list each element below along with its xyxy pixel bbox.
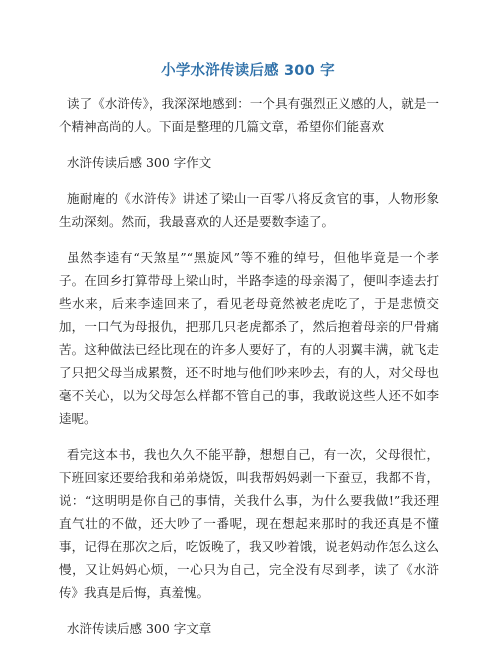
- section-heading-1: 水浒传读后感 300 字作文: [67, 155, 212, 170]
- paragraph-3: 看完这本书，我也久久不能平静，想想自己，有一次，父母很忙，下班回家还要给我和弟弟烧饭，叫我帮妈妈剥一下蚕豆，我都不肯，说：“这明明是你自己的事情，关我什么事，为什么要我做!”我还理直气壮的不做，还大吵了一番呢，现在想起来那时的我还真是不懂事，记得在那次之后，吃饭晚了，我又吵着饿，说老妈动作怎么这么慢，又让妈妈心烦，一心只为自己，完全没有尽到孝，读了《水浒传》我真是后悔，真羞愧。: [59, 447, 439, 600]
- section-heading-2: 水浒传读后感 300 字文章: [67, 621, 212, 636]
- page-title: 小学水浒传读后感 300 字: [161, 63, 335, 79]
- article-body: [59, 92, 439, 653]
- paragraph-1: 施耐庵的《水浒传》讲述了梁山一百零八将反贪官的事，人物形象生动深刻。然而，我最喜欢的人还是要数李逵了。: [59, 191, 439, 229]
- paragraph-2: 虽然李逵有“天煞星”“黑旋风”等不雅的绰号，但他毕竟是一个孝子。在回乡打算带母上梁山时，半路李逵的母亲渴了，便叫李逵去打些水来，后来李逵回来了，看见老母竟然被老虎吃了，于是悲愤交加，一口气为母报仇，把那几只老虎都杀了，然后抱着母亲的尸骨痛苦。这种做法已经比现在的许多人要好了，有的人羽翼丰满，就飞走了只把父母当成累赘，还不时地与他们吵来吵去，有的人，对父母也毫不关心，以为父母怎么样都不管自己的事，我敢说这些人还不如李逵呢。: [59, 250, 439, 426]
- intro-paragraph: 读了《水浒传》，我深深地感到：一个具有强烈正义感的人，就是一个精神高尚的人。下面是整理的几篇文章，希望你们能喜欢: [59, 96, 439, 134]
